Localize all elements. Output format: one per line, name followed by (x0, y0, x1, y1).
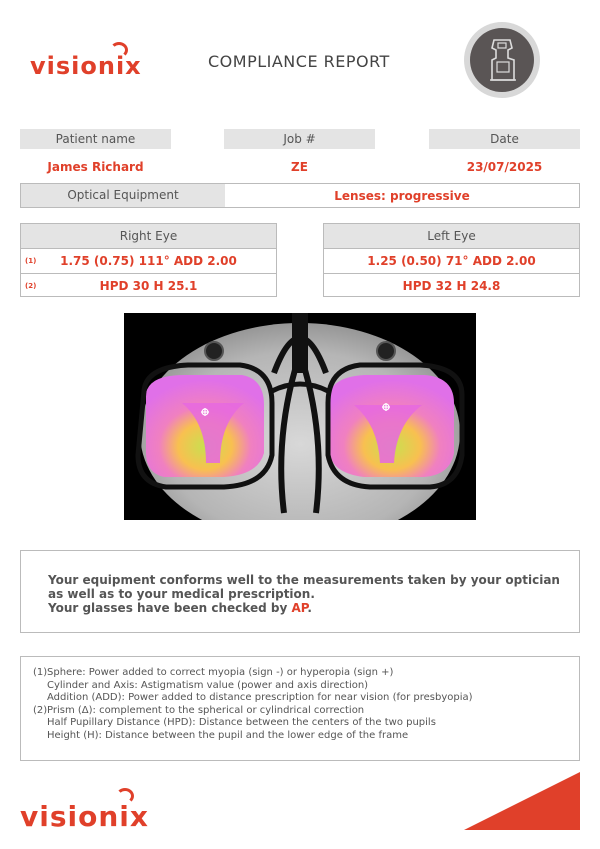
legend-height: Height (H): Distance between the pupil and the lower edge of the frame (47, 729, 409, 741)
message-line-3-suffix: . (307, 601, 312, 615)
equipment-row (20, 183, 580, 208)
right-eye-row-2 (21, 273, 276, 298)
right-eye-table (20, 223, 277, 297)
patient-name-label: Patient name (20, 129, 171, 149)
date-value: 23/07/2025 (466, 160, 543, 174)
legend-cylinder: Cylinder and Axis: Astigmatism value (power and axis direction) (47, 679, 369, 691)
patient-name-value: James Richard (47, 160, 144, 174)
legend-index-2: (2) (33, 704, 48, 716)
row-index-1: (1) (25, 257, 37, 265)
checker-initials: AP (291, 601, 308, 615)
visionix-footer-logo (20, 800, 149, 833)
footer-logo-swoosh-icon (116, 788, 134, 804)
left-eye-row-2 (324, 273, 579, 298)
legend-hpd: Half Pupillary Distance (HPD): Distance between the centers of the two pupils (47, 717, 436, 728)
left-eye-label: Left Eye (324, 224, 579, 248)
equipment-value: Lenses: progressive (334, 189, 470, 203)
legend-prism: Prism (Δ): complement to the spherical or cylindrical correction (47, 704, 365, 716)
right-eye-hpd: HPD 30 H 25.1 (99, 279, 198, 293)
message-line-2: as well as to your medical prescription. (48, 587, 315, 601)
footer-logo-text: visionix (20, 800, 149, 833)
right-eye-row-1 (21, 248, 276, 274)
right-eye-label: Right Eye (21, 224, 276, 248)
lens-map-drawing (124, 313, 476, 520)
message-line-1: Your equipment conforms well to the measurements taken by your optician (48, 573, 560, 587)
logo-text: visionix (30, 52, 142, 80)
equipment-label: Optical Equipment (21, 184, 225, 207)
legend-box (20, 656, 580, 761)
compliance-message (20, 550, 580, 633)
legend-index-1: (1) (33, 667, 48, 678)
message-line-3 (48, 601, 579, 615)
corner-decoration (464, 772, 580, 830)
visionix-logo (30, 52, 142, 80)
job-value: ZE (291, 160, 308, 174)
instrument-icon (464, 22, 540, 98)
row-index-2: (2) (25, 282, 37, 290)
date-label: Date (429, 129, 580, 149)
logo-swoosh-icon (110, 42, 128, 58)
legend-sphere: Sphere: Power added to correct myopia (sign -) or hyperopia (sign +) (47, 667, 394, 678)
message-line-3-prefix: Your glasses have been checked by (48, 601, 292, 615)
left-eye-hpd: HPD 32 H 24.8 (402, 279, 501, 293)
page-title: COMPLIANCE REPORT (208, 52, 390, 71)
right-eye-prescription: 1.75 (0.75) 111° ADD 2.00 (60, 254, 237, 268)
legend-addition: Addition (ADD): Power added to distance prescription for near vision (for presbyopia) (47, 692, 473, 703)
left-eye-row-1 (324, 248, 579, 274)
job-label: Job # (224, 129, 375, 149)
lens-power-map-image (124, 313, 476, 520)
left-eye-prescription: 1.25 (0.50) 71° ADD 2.00 (367, 254, 536, 268)
left-eye-table (323, 223, 580, 297)
instrument-drawing (470, 28, 534, 92)
